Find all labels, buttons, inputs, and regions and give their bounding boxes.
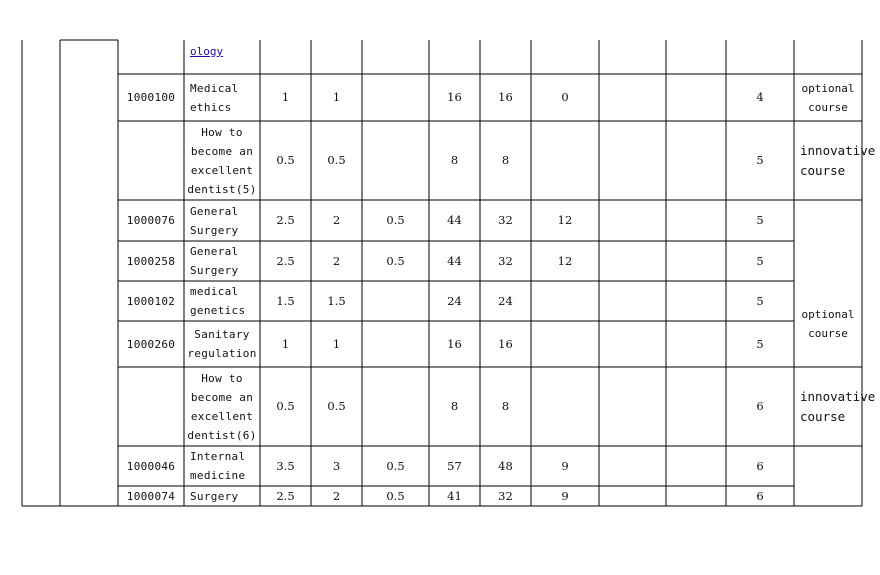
credit-theory: 1 <box>332 336 341 351</box>
course-remark: optional course <box>801 308 855 340</box>
course-name: General Surgery <box>190 245 239 277</box>
course-code <box>118 367 184 446</box>
hours-theory: 16 <box>498 336 513 351</box>
course-name: General Surgery <box>190 204 239 237</box>
hours-total: 44 <box>447 253 462 268</box>
course-name: Medical ethics <box>190 81 239 114</box>
hours-total: 16 <box>447 336 462 351</box>
course-remark: innovative course <box>800 142 876 178</box>
hours-total: 24 <box>447 293 462 308</box>
hours-practice: 12 <box>557 253 573 268</box>
hours-total: 8 <box>450 153 459 167</box>
course-name: Sanitary regulation <box>187 328 257 360</box>
course-name: Internal medicine <box>190 450 246 482</box>
course-code: 1000074 <box>126 489 176 503</box>
credit-practice <box>362 281 429 321</box>
hours-total: 16 <box>447 90 462 104</box>
semester: 5 <box>756 253 764 268</box>
course-code <box>118 121 184 200</box>
hours-practice <box>531 281 599 321</box>
semester: 6 <box>756 399 764 413</box>
course-name-link[interactable]: ology <box>190 44 224 58</box>
credit-theory: 2 <box>332 213 341 227</box>
course-code: 1000258 <box>126 254 176 268</box>
hours-theory: 32 <box>498 253 513 268</box>
credit-total: 1 <box>281 336 290 351</box>
hours-total: 8 <box>450 399 459 413</box>
semester: 6 <box>756 458 764 473</box>
credit-theory: 1.5 <box>327 293 346 308</box>
semester: 4 <box>756 90 764 104</box>
hours-practice: 9 <box>561 458 569 473</box>
credit-total: 0.5 <box>276 399 295 413</box>
credit-theory: 0.5 <box>327 399 346 413</box>
hours-theory: 32 <box>498 488 513 503</box>
semester: 5 <box>756 336 764 351</box>
course-code: 1000076 <box>126 214 176 227</box>
hours-total: 57 <box>447 458 462 473</box>
hours-total: 44 <box>447 213 462 227</box>
credit-practice: 0.5 <box>386 253 405 268</box>
credit-theory: 0.5 <box>327 153 346 167</box>
course-code: 1000260 <box>126 337 176 351</box>
hours-practice: 9 <box>561 488 569 503</box>
course-name: Surgery <box>190 489 239 503</box>
course-remark: innovative course <box>800 388 876 424</box>
hours-practice: 12 <box>557 213 573 227</box>
hours-theory: 8 <box>501 153 510 167</box>
hours-theory: 24 <box>498 293 513 308</box>
credit-practice: 0.5 <box>386 488 405 503</box>
course-remark <box>794 200 862 281</box>
semester: 5 <box>756 293 764 308</box>
credit-total: 1.5 <box>276 293 295 308</box>
credit-theory: 2 <box>332 253 341 268</box>
credit-practice <box>362 367 429 446</box>
semester: 5 <box>756 213 764 227</box>
hours-practice <box>531 321 599 367</box>
course-remark: optional course <box>801 81 855 114</box>
credit-total: 2.5 <box>276 213 295 227</box>
credit-practice: 0.5 <box>386 213 405 227</box>
hours-theory: 48 <box>498 458 513 473</box>
credit-practice: 0.5 <box>386 458 405 473</box>
credit-total: 0.5 <box>276 153 295 167</box>
hours-theory: 32 <box>498 213 513 227</box>
course-code: 1000100 <box>126 91 176 104</box>
semester: 6 <box>756 488 764 503</box>
credit-total: 3.5 <box>276 458 295 473</box>
course-name: medical genetics <box>190 285 246 317</box>
credit-practice <box>362 321 429 367</box>
semester: 5 <box>756 153 764 167</box>
hours-total: 41 <box>447 488 462 503</box>
credit-theory: 3 <box>332 458 341 473</box>
hours-theory: 8 <box>501 399 510 413</box>
course-code: 1000046 <box>126 459 176 473</box>
credit-total: 1 <box>281 90 290 104</box>
hours-theory: 16 <box>498 90 513 104</box>
credit-theory: 2 <box>332 488 341 503</box>
course-code: 1000102 <box>126 294 176 308</box>
course-remark <box>794 446 862 506</box>
credit-theory: 1 <box>332 90 341 104</box>
course-name: How to become an excellent dentist(6) <box>187 371 257 442</box>
hours-practice <box>531 121 599 200</box>
hours-practice: 0 <box>561 90 569 104</box>
hours-practice <box>531 367 599 446</box>
credit-practice <box>362 121 429 200</box>
credit-total: 2.5 <box>276 253 295 268</box>
credit-total: 2.5 <box>276 488 295 503</box>
course-name: How to become an excellent dentist(5) <box>187 125 257 196</box>
credit-practice <box>362 74 429 121</box>
